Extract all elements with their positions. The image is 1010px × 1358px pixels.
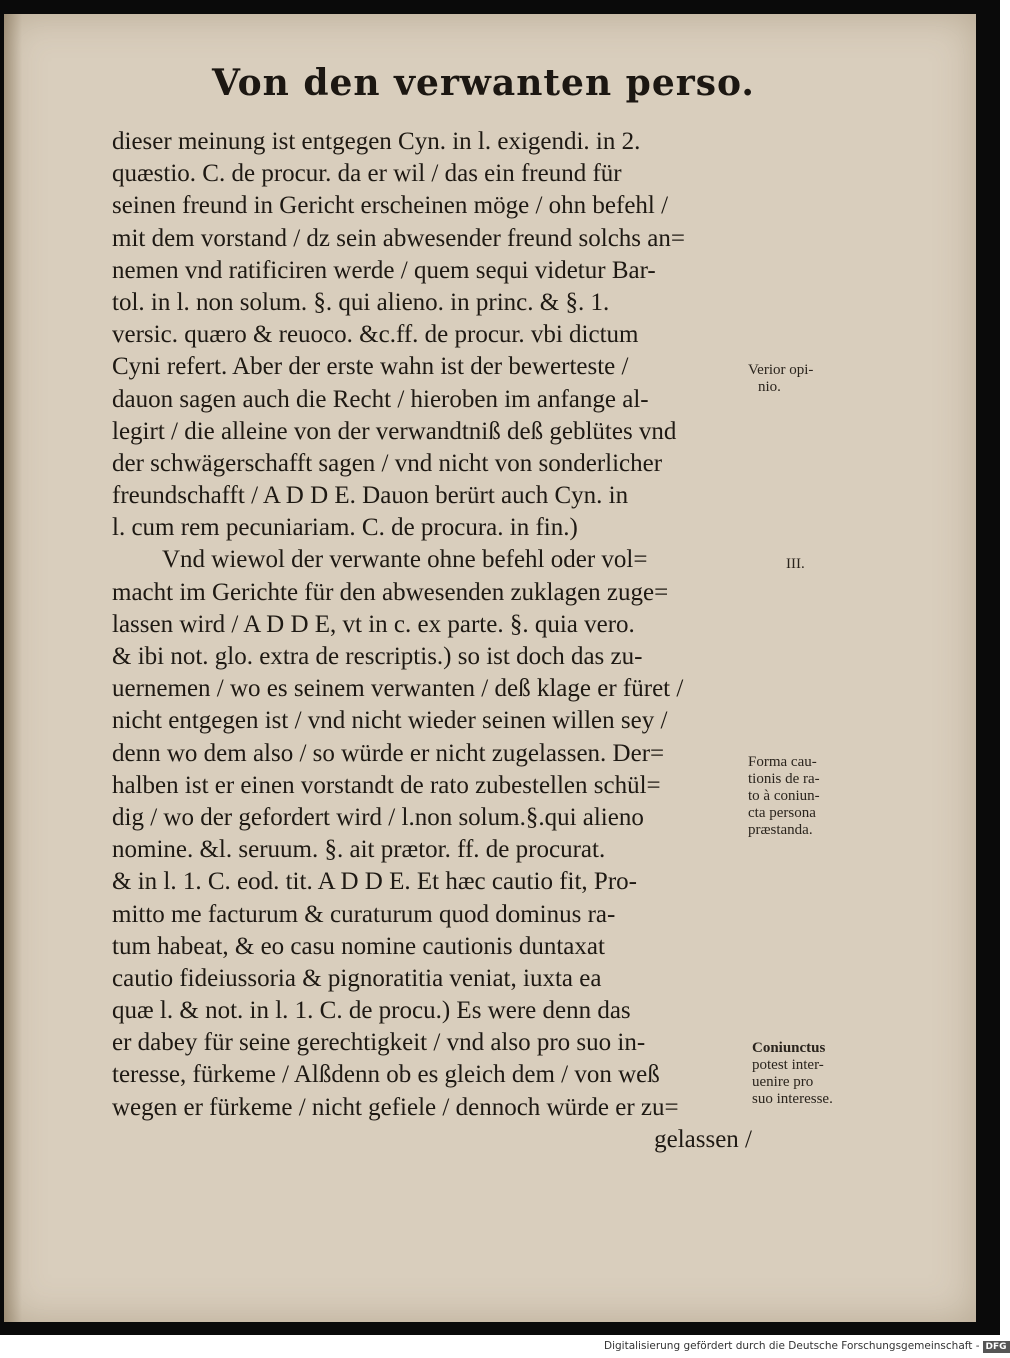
- body-line: mit dem vorstand / dz sein abwesender freund solchs an=: [112, 224, 685, 252]
- margin-note-coniunctus: [752, 1040, 882, 1108]
- margin-note-line: Forma cau-: [748, 754, 817, 770]
- body-line: teresse, fürkeme / Alßdenn ob es gleich dem / von weß: [112, 1061, 660, 1089]
- page-gutter-shadow: [4, 14, 22, 1322]
- margin-note-line: tionis de ra-: [748, 771, 820, 787]
- body-line: dieser meinung ist entgegen Cyn. in l. exigendi. in 2.: [112, 128, 641, 155]
- body-line: Cyni refert. Aber der erste wahn ist der bewerteste /: [112, 353, 629, 381]
- body-line: uernemen / wo es seinem verwanten / deß klage er füret /: [112, 675, 684, 703]
- dfg-logo: DFG: [983, 1341, 1010, 1353]
- margin-note-line: III.: [786, 556, 805, 572]
- body-line: mitto me facturum & curaturum quod dominus ra-: [112, 900, 616, 928]
- body-line: denn wo dem also / so würde er nicht zugelassen. Der=: [112, 739, 665, 767]
- margin-note-line: suo interesse.: [752, 1091, 833, 1107]
- margin-note-line: Coniunctus: [752, 1040, 826, 1056]
- body-line: macht im Gerichte für den abwesenden zuklagen zuge=: [112, 578, 669, 606]
- body-line: quæ l. & not. in l. 1. C. de procu.) Es were denn das: [112, 997, 631, 1025]
- margin-note-line: to à coniun-: [748, 788, 820, 804]
- margin-note-verior-opinio: [748, 362, 878, 396]
- body-line: nemen vnd ratificiren werde / quem sequi videtur Bar-: [112, 256, 656, 284]
- body-line: freundschafft / A D D E. Dauon berürt auch Cyn. in: [112, 482, 629, 510]
- body-line-catchword: gelassen /: [654, 1125, 752, 1153]
- body-line-indented: Vnd wiewol der verwante ohne befehl oder vol=: [162, 546, 648, 574]
- margin-note-line: potest inter-: [752, 1057, 824, 1073]
- body-line: tum habeat, & eo casu nomine cautionis duntaxat: [112, 932, 605, 960]
- margin-note-forma-cautionis: [748, 754, 878, 839]
- running-head: Von den verwanten perso.: [212, 62, 755, 104]
- margin-note-line: Verior opi-: [748, 362, 814, 378]
- body-line: dig / wo der gefordert wird / l.non solum.§.qui alieno: [112, 803, 644, 831]
- body-line: nomine. &l. seruum. §. ait prætor. ff. de procurat.: [112, 836, 606, 864]
- body-line: der schwägerschafft sagen / vnd nicht von sonderlicher: [112, 449, 663, 477]
- digitization-credit: [604, 1340, 1007, 1353]
- body-line: dauon sagen auch die Recht / hieroben im anfange al-: [112, 385, 649, 413]
- body-line: seinen freund in Gericht erscheinen möge / ohn befehl /: [112, 192, 669, 220]
- margin-note-line: præstanda.: [748, 822, 813, 838]
- margin-note-line: nio.: [758, 379, 781, 395]
- body-line: cautio fideiussoria & pignoratitia veniat, iuxta ea: [112, 964, 602, 992]
- margin-note-line: cta persona: [748, 805, 816, 821]
- body-line: l. cum rem pecuniariam. C. de procura. in fin.): [112, 514, 578, 542]
- body-line: lassen wird / A D D E, vt in c. ex parte. §. quia vero.: [112, 610, 635, 638]
- body-line: quæstio. C. de procur. da er wil / das ein freund für: [112, 160, 622, 188]
- body-text: [112, 126, 752, 1156]
- body-line: legirt / die alleine von der verwandtniß deß geblütes vnd: [112, 417, 677, 445]
- body-line: versic. quæro & reuoco. &c.ff. de procur. vbi dictum: [112, 321, 639, 349]
- body-line: tol. in l. non solum. §. qui alieno. in princ. & §. 1.: [112, 288, 610, 316]
- credit-text: Digitalisierung gefördert durch die Deutsche Forschungsgemeinschaft -: [604, 1340, 980, 1352]
- margin-note-section-number: [786, 556, 916, 573]
- body-line: & in l. 1. C. eod. tit. A D D E. Et hæc cautio fit, Pro-: [112, 868, 637, 896]
- body-line: wegen er fürkeme / nicht gefiele / dennoch würde er zu=: [112, 1093, 679, 1121]
- body-line: halben ist er einen vorstandt de rato zubestellen schül=: [112, 771, 661, 799]
- margin-note-line: uenire pro: [752, 1074, 814, 1090]
- body-line: & ibi not. glo. extra de rescriptis.) so ist doch das zu-: [112, 643, 643, 670]
- body-line: nicht entgegen ist / vnd nicht wieder seinen willen sey /: [112, 707, 668, 735]
- body-line: er dabey für seine gerechtigkeit / vnd also pro suo in-: [112, 1029, 646, 1057]
